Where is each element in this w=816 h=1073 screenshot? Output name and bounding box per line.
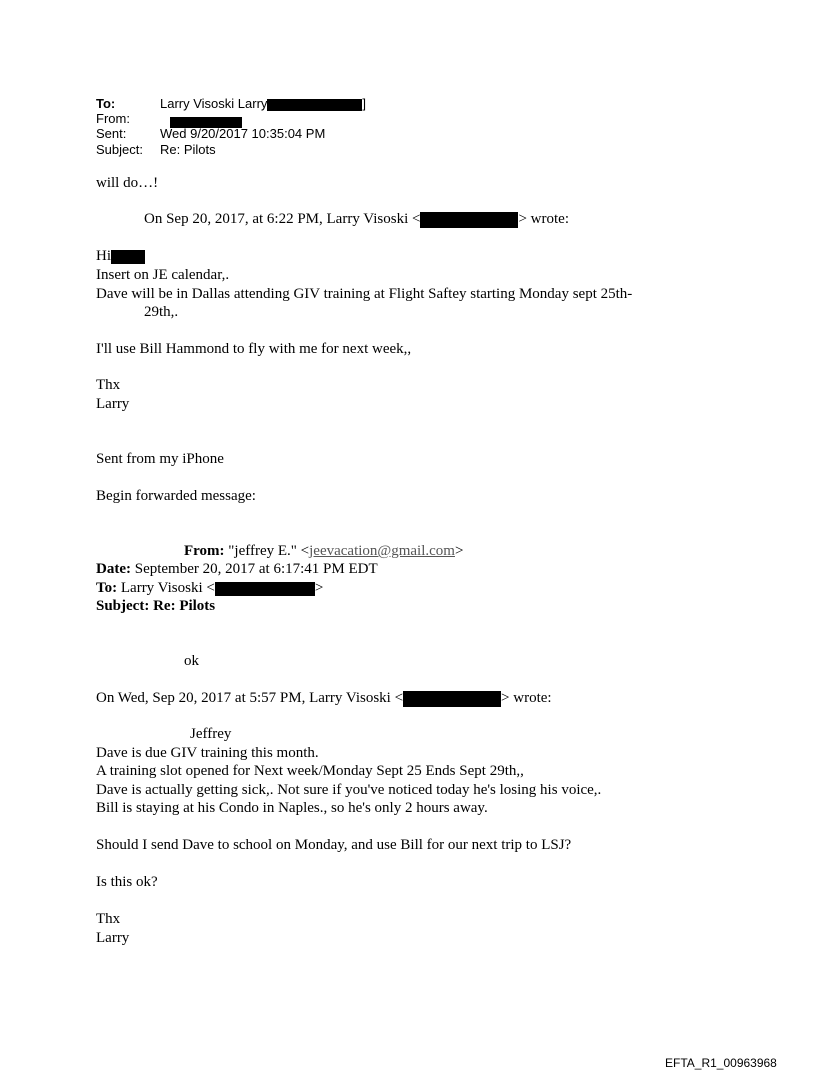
fwd-to-row: To: Larry Visoski < >: [96, 580, 324, 596]
quote1-line2: Dave will be in Dallas attending GIV training at Flight Saftey starting Monday sept 25th-: [96, 286, 633, 302]
sent-from-iphone: Sent from my iPhone: [96, 451, 224, 467]
fwd-date-value: September 20, 2017 at 6:17:41 PM EDT: [134, 561, 378, 577]
to-name: Larry Visoski Larry: [160, 96, 268, 111]
fwd-date-label: Date:: [96, 561, 131, 577]
fwd-from-row: From: "jeffrey E." <jeevacation@gmail.com>: [184, 543, 464, 559]
quote2-line3: Dave is actually getting sick,. Not sure if you've noticed today he's losing his voice,.: [96, 782, 602, 798]
quote2-greeting: Jeffrey: [190, 726, 232, 742]
fwd-date-row: [96, 561, 378, 578]
to-row: [96, 96, 115, 111]
quote2-check: Is this ok?: [96, 874, 158, 890]
subject-label: Subject:: [96, 142, 143, 157]
forward-intro: Begin forwarded message:: [96, 488, 256, 504]
quote1-line1: Insert on JE calendar,.: [96, 267, 230, 283]
quote1-attribution: On Sep 20, 2017, at 6:22 PM, Larry Visoski < > wrote:: [144, 211, 569, 227]
quote2-line4: Bill is staying at his Condo in Naples., so he's only 2 hours away.: [96, 800, 488, 816]
to-value: Larry Visoski Larry ]: [160, 96, 367, 111]
redaction-block: [111, 250, 145, 264]
sent-label: Sent:: [96, 126, 127, 141]
redaction-block: [420, 212, 518, 228]
quote1-sign-name: Larry: [96, 396, 130, 412]
fwd-subject-label: Subject:: [96, 598, 150, 614]
quote2-sign-thx: Thx: [96, 911, 121, 927]
redaction-block: [403, 691, 501, 707]
quote2-line1: Dave is due GIV training this month.: [96, 745, 319, 761]
quote2-attribution: On Wed, Sep 20, 2017 at 5:57 PM, Larry Visoski < > wrote:: [96, 690, 552, 706]
to-label: To:: [96, 96, 116, 111]
fwd-from-label: From:: [184, 543, 225, 559]
from-label: From:: [96, 111, 130, 126]
fwd-body: ok: [184, 653, 199, 669]
fwd-subject-row: [96, 598, 215, 615]
quote1-sign-thx: Thx: [96, 377, 121, 393]
quote2-sign-name: Larry: [96, 930, 130, 946]
fwd-from-email-link[interactable]: jeevacation@gmail.com: [309, 543, 455, 559]
sent-value: Wed 9/20/2017 10:35:04 PM: [160, 126, 326, 141]
document-id: EFTA_R1_00963968: [665, 1056, 777, 1070]
reply-body: will do…!: [96, 175, 159, 191]
fwd-subject-value: Re: Pilots: [153, 598, 216, 614]
redaction-block: [215, 582, 315, 596]
quote2-question: Should I send Dave to school on Monday, and use Bill for our next trip to LSJ?: [96, 837, 572, 853]
quote1-line3: I'll use Bill Hammond to fly with me for next week,,: [96, 341, 412, 357]
quote1-greeting: Hi: [96, 248, 145, 265]
quote1-line2-cont: 29th,.: [144, 304, 179, 320]
quote2-line2: A training slot opened for Next week/Monday Sept 25 Ends Sept 29th,,: [96, 763, 524, 779]
fwd-to-label: To:: [96, 580, 118, 596]
redaction-block: [267, 99, 362, 111]
subject-value: Re: Pilots: [160, 142, 216, 157]
